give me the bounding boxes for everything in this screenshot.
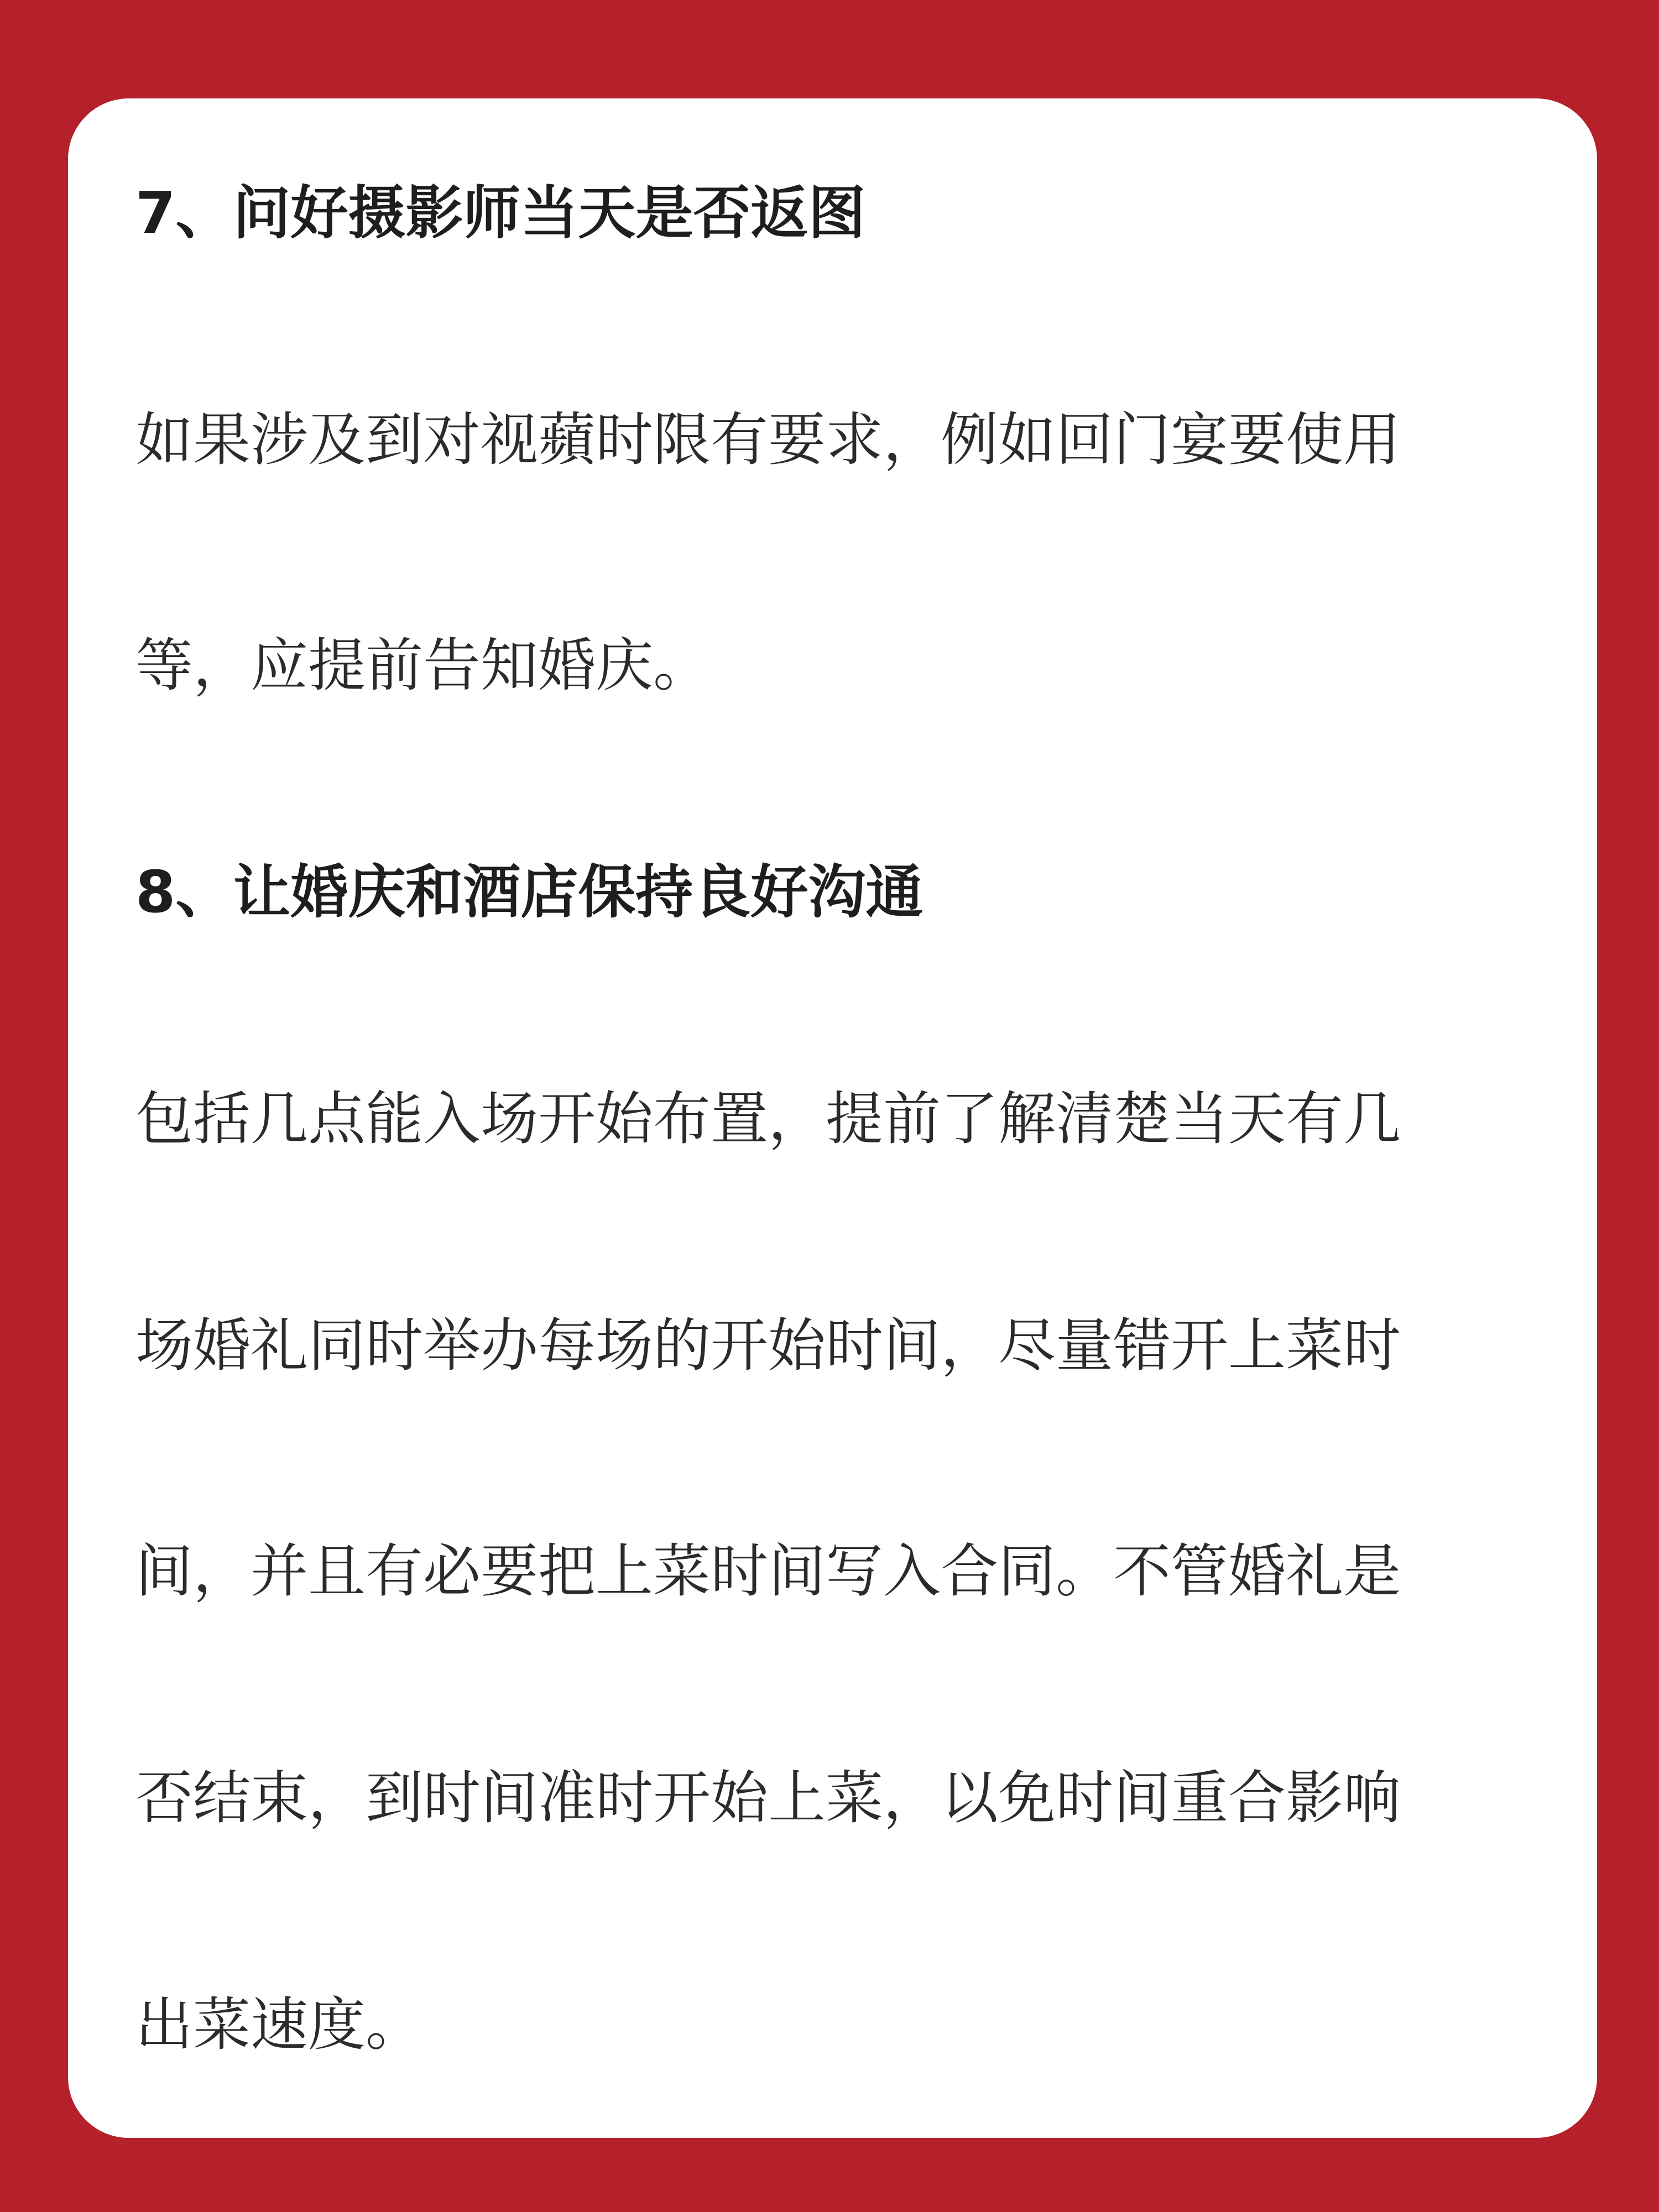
section-8-line-1: 包括几点能入场开始布置，提前了解清楚当天有几	[135, 1085, 1401, 1152]
section-7-heading: 7、问好摄影师当天是否返图	[135, 179, 866, 247]
section-7-line-2: 等，应提前告知婚庆。	[135, 632, 711, 699]
section-8-line-2: 场婚礼同时举办每场的开始时间，尽量错开上菜时	[135, 1312, 1401, 1379]
section-7-line-1: 如果涉及到对视蘋时限有要求，例如回门宴要使用	[135, 406, 1401, 473]
section-8-line-5: 出菜速度。	[135, 1991, 424, 2058]
section-8-line-3: 间，并且有必要把上菜时间写入合同。不管婚礼是	[135, 1537, 1401, 1605]
content-card	[68, 98, 1597, 2138]
section-8-heading: 8、让婚庆和酒店保持良好沟通	[135, 858, 924, 926]
section-8-line-4: 否结束，到时间准时开始上菜，以免时间重合影响	[135, 1764, 1401, 1832]
